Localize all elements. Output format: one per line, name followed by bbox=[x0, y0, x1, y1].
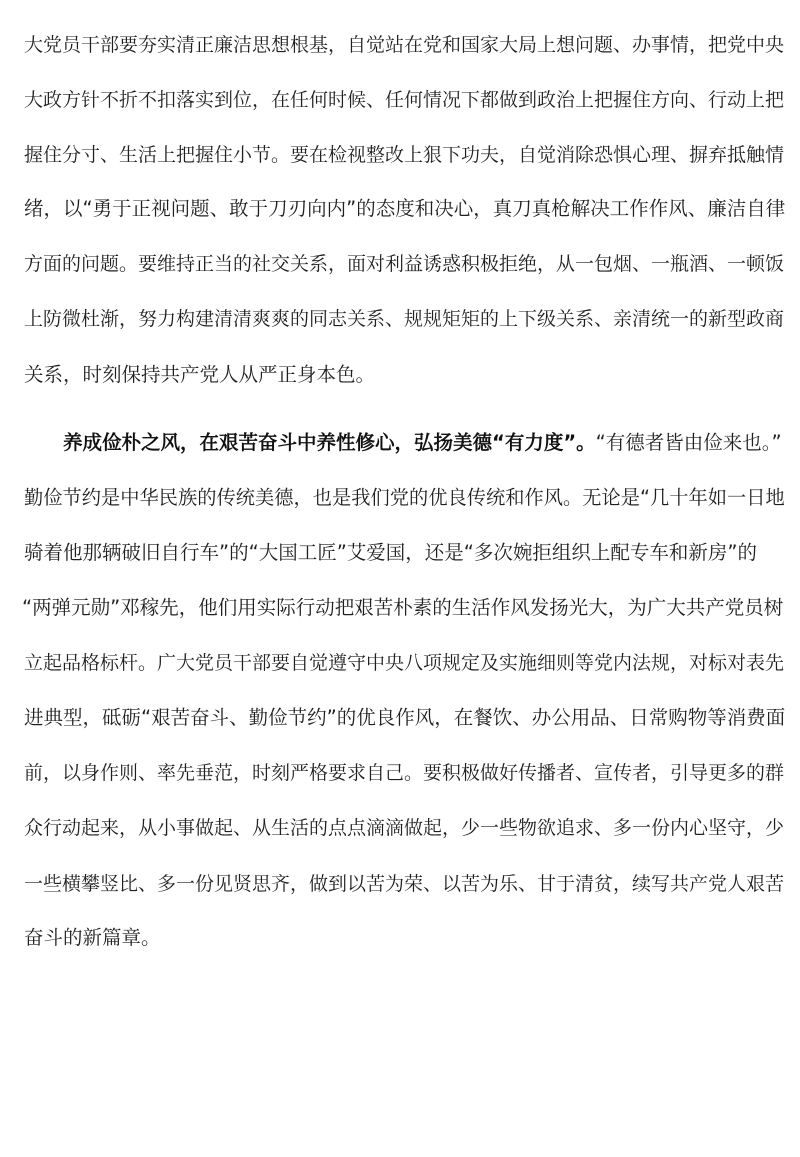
text-line: 骑着他那辆破旧自行车”的“大国工匠”艾爱国，还是“多次婉拒组织上配专车和新房”的 bbox=[24, 541, 758, 564]
text-line: 进典型，砥砺“艰苦奋斗、勤俭节约”的优良作风，在餐饮、办公用品、日常购物等消费面 bbox=[24, 706, 786, 729]
text-line: 绪，以“勇于正视问题、敢于刀刃向内”的态度和决心，真刀真枪解决工作作风、廉洁自律 bbox=[24, 197, 786, 220]
text-line: 勤俭节约是中华民族的传统美德，也是我们党的优良传统和作风。无论是“几十年如一日地 bbox=[24, 486, 785, 509]
text-line: 大党员干部要夯实清正廉洁思想根基，自觉站在党和国家大局上想问题、办事情，把党中央 bbox=[24, 34, 785, 56]
paragraph-heading: 养成俭朴之风，在艰苦奋斗中养性修心，弘扬美德“有力度”。 bbox=[63, 431, 596, 454]
text-line: 握住分寸、生活上把握住小节。要在检视整改上狠下功夫，自觉消除恐惧心理、摒弃抵触情 bbox=[24, 144, 785, 166]
text-line: 关系，时刻保持共产党人从严正身本色。 bbox=[24, 363, 376, 386]
text-line: 上防微杜渐，努力构建清清爽爽的同志关系、规规矩矩的上下级关系、亲清统一的新型政商 bbox=[24, 308, 785, 330]
text-line: “两弹元勋”邓稼先，他们用实际行动把艰苦朴素的生活作风发扬光大，为广大共产党员树 bbox=[22, 596, 784, 619]
text-line: 一些横攀竖比、多一份见贤思齐，做到以苦为荣、以苦为乐、甘于清贫，续写共产党人艰苦 bbox=[24, 873, 785, 895]
text-line: 大政方针不折不扣落实到位，在任何时候、任何情况下都做到政治上把握住方向、行动上把 bbox=[24, 89, 785, 111]
text-line: 立起品格标杆。广大党员干部要自觉遵守中央八项规定及实施细则等党内法规，对标对表先 bbox=[24, 652, 785, 674]
text-line: 奋斗的新篇章。 bbox=[24, 926, 161, 949]
text-line: 众行动起来，从小事做起、从生活的点点滴滴做起，少一些物欲追求、多一份内心坚守，少 bbox=[24, 817, 785, 839]
quote-text: “有德者皆由俭来也。” bbox=[595, 431, 782, 454]
text-line: 方面的问题。要维持正当的社交关系，面对利益诱惑积极拒绝，从一包烟、一瓶酒、一顿饭 bbox=[24, 253, 785, 275]
first-line bbox=[63, 431, 782, 455]
text-line: 前，以身作则、率先垂范，时刻严格要求自己。要积极做好传播者、宣传者，引导更多的群 bbox=[24, 762, 785, 784]
